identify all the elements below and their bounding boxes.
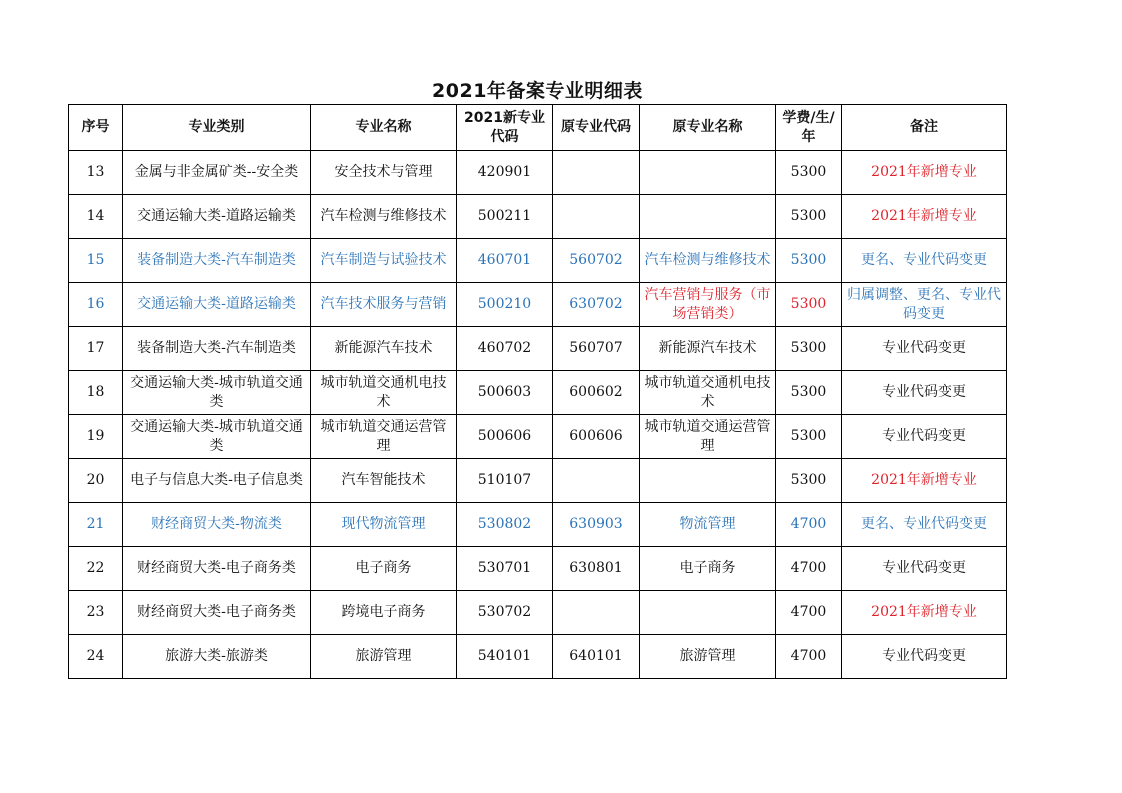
header-row — [69, 105, 1007, 151]
header-cell-category: 专业类别 — [123, 105, 311, 151]
cell-old-code — [553, 151, 640, 195]
cell-category: 财经商贸大类-电子商务类 — [123, 591, 311, 635]
cell-code2021: 420901 — [457, 151, 553, 195]
table-row — [69, 591, 1007, 635]
cell-no: 18 — [69, 371, 123, 415]
table-row — [69, 547, 1007, 591]
cell-old-code: 560702 — [553, 239, 640, 283]
cell-category: 财经商贸大类-物流类 — [123, 503, 311, 547]
header-cell-no: 序号 — [69, 105, 123, 151]
cell-fee: 4700 — [776, 635, 842, 679]
table-row — [69, 327, 1007, 371]
cell-old-code: 630702 — [553, 283, 640, 327]
cell-old-name — [640, 591, 776, 635]
cell-no: 16 — [69, 283, 123, 327]
cell-code2021: 500603 — [457, 371, 553, 415]
cell-code2021: 460701 — [457, 239, 553, 283]
cell-fee: 4700 — [776, 591, 842, 635]
cell-old-code: 600606 — [553, 415, 640, 459]
cell-category: 交通运输大类-城市轨道交通类 — [123, 415, 311, 459]
cell-name: 城市轨道交通运营管理 — [311, 415, 457, 459]
cell-fee: 5300 — [776, 283, 842, 327]
cell-fee: 4700 — [776, 547, 842, 591]
table-row — [69, 503, 1007, 547]
cell-code2021: 460702 — [457, 327, 553, 371]
cell-category: 装备制造大类-汽车制造类 — [123, 327, 311, 371]
cell-note: 专业代码变更 — [842, 327, 1007, 371]
cell-note: 更名、专业代码变更 — [842, 239, 1007, 283]
header-cell-old-code: 原专业代码 — [553, 105, 640, 151]
header-cell-code2021: 2021新专业代码 — [457, 105, 553, 151]
cell-fee: 5300 — [776, 459, 842, 503]
cell-category: 旅游大类-旅游类 — [123, 635, 311, 679]
cell-old-code: 560707 — [553, 327, 640, 371]
cell-note: 专业代码变更 — [842, 415, 1007, 459]
majors-table — [68, 104, 1007, 679]
cell-code2021: 510107 — [457, 459, 553, 503]
table-row — [69, 195, 1007, 239]
cell-old-name — [640, 459, 776, 503]
cell-no: 21 — [69, 503, 123, 547]
cell-code2021: 500210 — [457, 283, 553, 327]
cell-no: 24 — [69, 635, 123, 679]
cell-name: 电子商务 — [311, 547, 457, 591]
cell-name: 安全技术与管理 — [311, 151, 457, 195]
cell-old-name: 汽车营销与服务（市场营销类） — [640, 283, 776, 327]
cell-old-name: 物流管理 — [640, 503, 776, 547]
cell-category: 装备制造大类-汽车制造类 — [123, 239, 311, 283]
cell-old-code: 630801 — [553, 547, 640, 591]
cell-name: 汽车检测与维修技术 — [311, 195, 457, 239]
table-row — [69, 371, 1007, 415]
cell-old-code: 600602 — [553, 371, 640, 415]
cell-name: 跨境电子商务 — [311, 591, 457, 635]
cell-note: 归属调整、更名、专业代码变更 — [842, 283, 1007, 327]
cell-no: 19 — [69, 415, 123, 459]
header-cell-note: 备注 — [842, 105, 1007, 151]
cell-fee: 5300 — [776, 239, 842, 283]
cell-no: 22 — [69, 547, 123, 591]
cell-old-code — [553, 195, 640, 239]
cell-code2021: 500211 — [457, 195, 553, 239]
cell-name: 城市轨道交通机电技术 — [311, 371, 457, 415]
table-row — [69, 635, 1007, 679]
cell-no: 15 — [69, 239, 123, 283]
table-row — [69, 415, 1007, 459]
cell-fee: 4700 — [776, 503, 842, 547]
cell-category: 交通运输大类-道路运输类 — [123, 195, 311, 239]
cell-code2021: 530702 — [457, 591, 553, 635]
table-row — [69, 151, 1007, 195]
cell-old-code — [553, 459, 640, 503]
header-cell-old-name: 原专业名称 — [640, 105, 776, 151]
cell-old-name: 城市轨道交通运营管理 — [640, 415, 776, 459]
cell-fee: 5300 — [776, 151, 842, 195]
cell-note: 2021年新增专业 — [842, 591, 1007, 635]
cell-name: 汽车智能技术 — [311, 459, 457, 503]
cell-old-code: 630903 — [553, 503, 640, 547]
cell-old-name: 城市轨道交通机电技术 — [640, 371, 776, 415]
cell-name: 汽车技术服务与营销 — [311, 283, 457, 327]
cell-note: 更名、专业代码变更 — [842, 503, 1007, 547]
cell-code2021: 540101 — [457, 635, 553, 679]
cell-code2021: 500606 — [457, 415, 553, 459]
cell-category: 电子与信息大类-电子信息类 — [123, 459, 311, 503]
cell-note: 2021年新增专业 — [842, 195, 1007, 239]
cell-old-code: 640101 — [553, 635, 640, 679]
cell-fee: 5300 — [776, 327, 842, 371]
cell-note: 专业代码变更 — [842, 547, 1007, 591]
cell-note: 2021年新增专业 — [842, 459, 1007, 503]
cell-old-name — [640, 151, 776, 195]
cell-no: 13 — [69, 151, 123, 195]
cell-old-code — [553, 591, 640, 635]
cell-name: 汽车制造与试验技术 — [311, 239, 457, 283]
cell-fee: 5300 — [776, 415, 842, 459]
page-title: 2021年备案专业明细表 — [432, 80, 643, 102]
cell-old-name: 旅游管理 — [640, 635, 776, 679]
table-row — [69, 459, 1007, 503]
table-row — [69, 283, 1007, 327]
header-cell-name: 专业名称 — [311, 105, 457, 151]
cell-note: 专业代码变更 — [842, 635, 1007, 679]
cell-fee: 5300 — [776, 371, 842, 415]
cell-category: 交通运输大类-道路运输类 — [123, 283, 311, 327]
cell-category: 金属与非金属矿类--安全类 — [123, 151, 311, 195]
cell-category: 财经商贸大类-电子商务类 — [123, 547, 311, 591]
cell-no: 17 — [69, 327, 123, 371]
cell-no: 23 — [69, 591, 123, 635]
cell-code2021: 530701 — [457, 547, 553, 591]
cell-note: 专业代码变更 — [842, 371, 1007, 415]
cell-old-name: 新能源汽车技术 — [640, 327, 776, 371]
cell-fee: 5300 — [776, 195, 842, 239]
cell-name: 旅游管理 — [311, 635, 457, 679]
cell-name: 现代物流管理 — [311, 503, 457, 547]
header-cell-fee: 学费/生/年 — [776, 105, 842, 151]
cell-old-name — [640, 195, 776, 239]
cell-no: 20 — [69, 459, 123, 503]
cell-name: 新能源汽车技术 — [311, 327, 457, 371]
cell-old-name: 电子商务 — [640, 547, 776, 591]
cell-no: 14 — [69, 195, 123, 239]
cell-old-name: 汽车检测与维修技术 — [640, 239, 776, 283]
cell-category: 交通运输大类-城市轨道交通类 — [123, 371, 311, 415]
cell-note: 2021年新增专业 — [842, 151, 1007, 195]
table-row — [69, 239, 1007, 283]
cell-code2021: 530802 — [457, 503, 553, 547]
